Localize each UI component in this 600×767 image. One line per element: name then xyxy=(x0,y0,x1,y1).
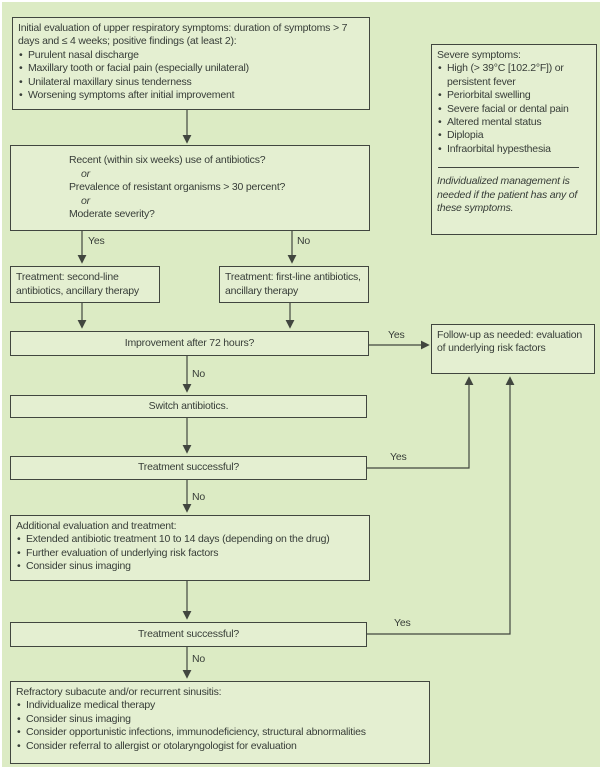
second-line-treatment-box xyxy=(10,266,160,303)
severe-symptoms-note: Individualized management is needed if the patient has any of these symptoms. xyxy=(437,175,578,215)
initial-bullet-sinus-tenderness: • Unilateral maxillary sinus tenderness xyxy=(18,76,364,89)
initial-bullet-worsening-symptoms: • Worsening symptoms after initial improvement xyxy=(18,89,364,102)
success2-no-label: No xyxy=(192,653,206,665)
improvement-no-label: No xyxy=(192,368,206,380)
switch-antibiotics-box xyxy=(10,395,367,418)
arrow-success2-yes xyxy=(367,378,510,634)
treatment-successful-2-text: Treatment successful? xyxy=(137,627,240,640)
decision-line-recent-antibiotics: Recent (within six weeks) use of antibiotics? xyxy=(69,154,266,167)
decision-line-moderate-severity: Moderate severity? xyxy=(69,208,155,221)
severe-bullet-altered-mental-status: • Altered mental status xyxy=(437,116,591,129)
decision-line-resistant-organisms: Prevalence of resistant organisms > 30 percent? xyxy=(69,181,286,194)
severe-bullet-infraorbital-hypesthesia: • Infraorbital hypesthesia xyxy=(437,143,591,156)
additional-bullet-sinus-imaging: • Consider sinus imaging xyxy=(16,560,364,573)
first-line-treatment-box xyxy=(219,266,369,303)
decision-or-1: or xyxy=(81,167,90,180)
switch-antibiotics-text: Switch antibiotics. xyxy=(148,399,229,412)
additional-bullet-extended-antibiotics: • Extended antibiotic treatment 10 to 14 days (depending on the drug) xyxy=(16,533,364,546)
additional-evaluation-box xyxy=(10,515,370,581)
treatment-successful-2-box xyxy=(10,622,367,647)
severe-symptoms-title: Severe symptoms: xyxy=(437,49,521,61)
success1-yes-label: Yes xyxy=(390,451,407,463)
refractory-bullet-sinus-imaging: • Consider sinus imaging xyxy=(16,713,424,726)
decision-or-2: or xyxy=(81,194,90,207)
additional-bullet-risk-factors: • Further evaluation of underlying risk factors xyxy=(16,547,364,560)
antibiotic-decision-box xyxy=(10,145,370,231)
severe-box-divider xyxy=(438,167,579,168)
decision-no-label: No xyxy=(297,235,311,247)
severe-bullet-periorbital-swelling: • Periorbital swelling xyxy=(437,89,591,102)
severe-bullet-facial-dental-pain: • Severe facial or dental pain xyxy=(437,103,591,116)
refractory-bullet-opportunistic-infections: • Consider opportunistic infections, immunodeficiency, structural abnormalities xyxy=(16,726,424,739)
success2-yes-label: Yes xyxy=(394,617,411,629)
initial-evaluation-title: Initial evaluation of upper respiratory symptoms: duration of symptoms > 7 days and ≤ 4 weeks; positive findings (at least 2): xyxy=(18,22,348,48)
improvement-question-text: Improvement after 72 hours? xyxy=(124,336,255,349)
first-line-treatment-text: Treatment: first-line antibiotics, ancillary therapy xyxy=(225,271,361,297)
refractory-bullet-referral: • Consider referral to allergist or otolaryngologist for evaluation xyxy=(16,740,424,753)
improvement-question-box xyxy=(10,331,369,356)
refractory-title: Refractory subacute and/or recurrent sinusitis: xyxy=(16,686,222,698)
followup-box xyxy=(431,324,595,374)
refractory-sinusitis-box xyxy=(10,681,430,764)
initial-bullet-purulent-discharge: • Purulent nasal discharge xyxy=(18,49,364,62)
additional-evaluation-title: Additional evaluation and treatment: xyxy=(16,520,177,532)
decision-yes-label: Yes xyxy=(88,235,105,247)
severe-bullet-fever: • High (> 39°C [102.2°F]) or persistent fever xyxy=(437,62,591,89)
success1-no-label: No xyxy=(192,491,206,503)
severe-bullet-diplopia: • Diplopia xyxy=(437,129,591,142)
followup-text: Follow-up as needed: evaluation of underlying risk factors xyxy=(437,329,582,355)
second-line-treatment-text: Treatment: second-line antibiotics, ancillary therapy xyxy=(16,271,139,297)
treatment-successful-1-text: Treatment successful? xyxy=(137,461,240,474)
treatment-successful-1-box xyxy=(10,456,367,480)
improvement-yes-label: Yes xyxy=(388,329,405,341)
severe-symptoms-box xyxy=(431,44,597,235)
arrow-success1-yes xyxy=(367,378,469,468)
initial-evaluation-box xyxy=(12,17,370,110)
refractory-bullet-individualize-therapy: • Individualize medical therapy xyxy=(16,699,424,712)
initial-bullet-maxillary-pain: • Maxillary tooth or facial pain (especially unilateral) xyxy=(18,62,364,75)
